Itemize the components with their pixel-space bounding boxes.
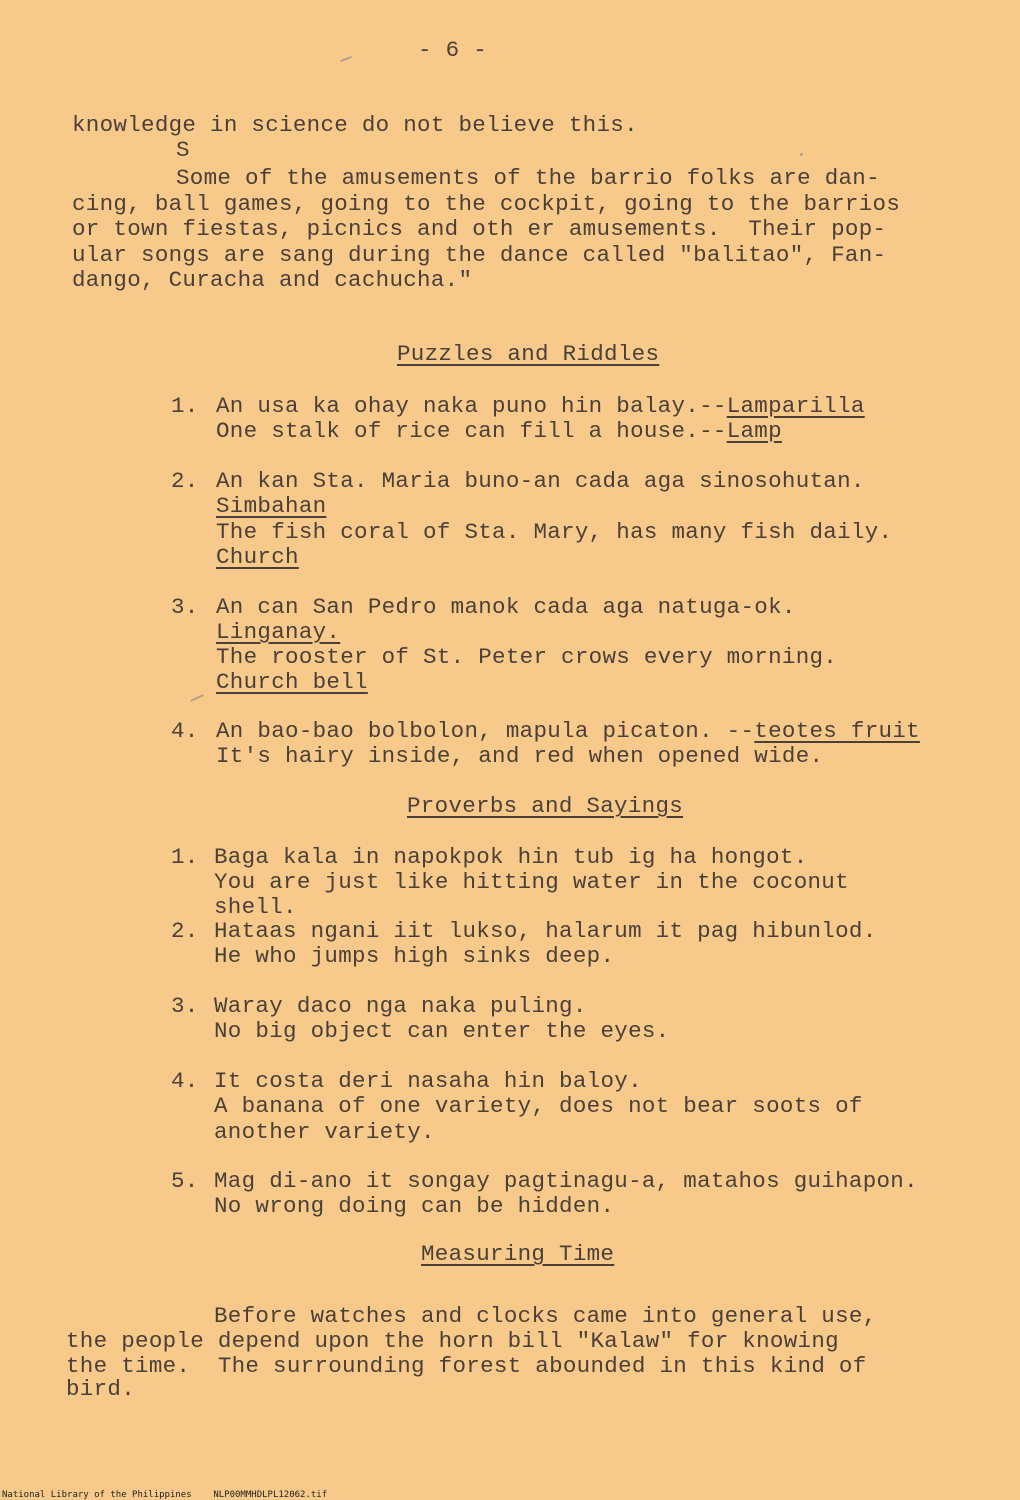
measuring-time-line: the people depend upon the horn bill "Kalaw" for knowing [66, 1328, 839, 1354]
proverb-line: He who jumps high sinks deep. [214, 943, 615, 969]
proverb-line: A banana of one variety, does not bear soots of [214, 1093, 863, 1119]
proverb-number: 2. [171, 918, 199, 944]
riddle-line: An can San Pedro manok cada aga natuga-ok. [216, 594, 796, 620]
proverb-line: Hataas ngani iit lukso, halarum it pag hibunlod. [214, 918, 877, 944]
proverb-line: another variety. [214, 1119, 435, 1145]
riddle-translation: The fish coral of Sta. Mary, has many fish daily. [216, 519, 893, 545]
measuring-time-heading: Measuring Time [421, 1241, 615, 1267]
riddle-answer: teotes fruit [754, 718, 920, 744]
riddles-heading: Puzzles and Riddles [397, 341, 660, 367]
proverb-number: 3. [171, 993, 199, 1019]
measuring-time-line: bird. [66, 1376, 136, 1402]
riddle-translation: It's hairy inside, and red when opened wide. [216, 743, 824, 769]
proverb-number: 5. [171, 1168, 199, 1194]
riddle-translation [216, 419, 782, 444]
riddle-answer: Simbahan [216, 493, 327, 519]
proverb-number: 1. [171, 844, 199, 870]
proverb-line: You are just like hitting water in the coconut [214, 869, 849, 895]
riddle-number: 1. [171, 393, 199, 419]
riddle-text: An bao-bao bolbolon, mapula picaton. -- [216, 718, 755, 744]
riddle-text: One stalk of rice can fill a house.-- [216, 418, 727, 444]
riddle-line [216, 394, 865, 419]
riddle-translation: The rooster of St. Peter crows every morning. [216, 644, 838, 670]
intro-paragraph-line: or town fiestas, picnics and oth er amusements. Their pop- [72, 216, 887, 242]
intro-paragraph-line: dango, Curacha and cachucha." [72, 267, 473, 293]
pencil-mark [800, 153, 803, 156]
riddle-answer: Lamp [726, 418, 782, 444]
intro-line: knowledge in science do not believe this. [72, 112, 638, 138]
measuring-time-line: the time. The surrounding forest abounded in this kind of [66, 1353, 867, 1379]
riddle-number: 2. [171, 468, 199, 494]
riddle-number: 3. [171, 594, 199, 620]
proverbs-heading: Proverbs and Sayings [407, 793, 684, 819]
proverb-line: Baga kala in napokpok hin tub ig ha hongot. [214, 844, 808, 870]
scan-footer [2, 1490, 327, 1500]
pencil-mark [190, 694, 204, 702]
riddle-answer: Lamparilla [726, 393, 865, 419]
riddle-number: 4. [171, 718, 199, 744]
riddle-text: An usa ka ohay naka puno hin balay.-- [216, 393, 727, 419]
riddle-line: An kan Sta. Maria buno-an cada aga sinosohutan. [216, 468, 865, 494]
intro-paragraph-line: Some of the amusements of the barrio folks are dan- [176, 165, 880, 191]
intro-paragraph-line: ular songs are sang during the dance called "balitao", Fan- [72, 242, 887, 268]
riddle-answer: Linganay. [216, 619, 341, 645]
pencil-mark [340, 56, 352, 62]
footer-filename: NLP00MMHDLPL12062.tif [213, 1490, 328, 1500]
proverb-line: Waray daco nga naka puling. [214, 993, 587, 1019]
intro-paragraph-line: cing, ball games, going to the cockpit, going to the barrios [72, 191, 901, 217]
stray-mark: S [176, 137, 190, 163]
proverb-number: 4. [171, 1068, 199, 1094]
proverb-line: No wrong doing can be hidden. [214, 1193, 615, 1219]
proverb-line: No big object can enter the eyes. [214, 1018, 670, 1044]
proverb-line: Mag di-ano it songay pagtinagu-a, matahos guihapon. [214, 1168, 918, 1194]
proverb-line: shell. [214, 894, 297, 920]
measuring-time-line: Before watches and clocks came into general use, [214, 1303, 877, 1329]
page-number: - 6 - [418, 37, 488, 63]
proverb-line: It costa deri nasaha hin baloy. [214, 1068, 642, 1094]
riddle-answer: Church [216, 544, 299, 570]
riddle-answer: Church bell [216, 669, 368, 695]
riddle-line [216, 719, 920, 744]
footer-library: National Library of the Philippines [2, 1490, 192, 1500]
